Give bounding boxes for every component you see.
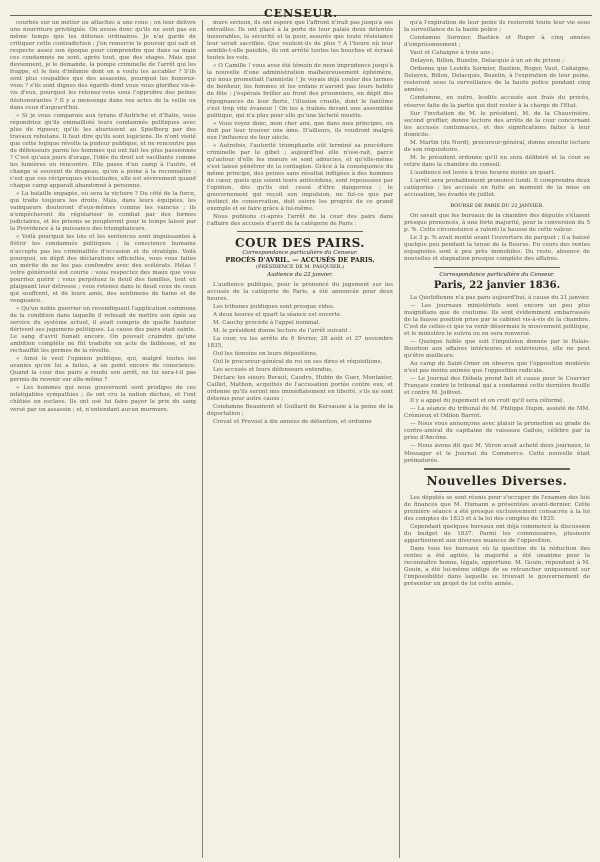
article-paragraph: courbés sur un métier ou attachés à une roue ; on leur délivre une nourriture privilégiée. On avoue donc qu'ils ne sont pas en même temps que les détenus ordinaires. Je n'ai garde de critiquer cette contradiction ; j'en remercie le pouvoir qui sait et respecte assez son époque pour comprendre que dans sa main ces condamnés ne sont, après tout, que des otages. Mais que deviennent, je le demande, la pompe criminelle de l'arrêt qui les frappe, et le lieu d'infamie dont on a voulu les accabler ? S'ils sont plus coupables que des assassins, pourquoi les honorez-vous ? s'ils sont dignes des égards dont vous vous glorifiez vis-à-vis d'eux, pourquoi les retenez-vous sous l'opprobre des peines déshonorantes ? Il y a mensonge dans vos actes de la veille ou dans ceux d'aujourd'hui. bbox=[10, 20, 196, 111]
article-paragraph: — La séance du tribunal de M. Philippe Dupin, assisté de MM. Crémieux et Odilon Barrot. bbox=[404, 406, 590, 420]
article-paragraph: — Les journaux ministériels sont encore un peu plus insignifians que de coutume. Ils sont évidemment embarrassés de la fausse position prise par le cabinet vis-à-vis de la chambre. C'est de celles-ci que va venir désormais le mouvement politique, et le ministère le suivra ou en sera renversé. bbox=[404, 302, 590, 337]
article-paragraph: Ouï le procureur-général du roi en ses dires et réquisitions, bbox=[213, 359, 383, 366]
article-paragraph: Condamne, en outre, lesdits accusés aux frais du procès, réserve faite de la partie qui doit rester à la charge de l'Etat. bbox=[404, 95, 590, 109]
proces-title: PROCÈS D'AVRIL. — ACCUSÉS DE PARIS. bbox=[225, 256, 375, 265]
article-paragraph: L'audience est levée à trois heures moins un quart. bbox=[410, 169, 556, 176]
column-rule bbox=[399, 20, 400, 858]
article-paragraph: Cependant quelques bureaux ont déjà commencé la discussion du budget de 1837. Parmi les commissaires, plusieurs appartiennent aux diverses nuances de l'opposition. bbox=[404, 523, 590, 544]
article-paragraph: Les accusés et leurs défenseurs entendus, bbox=[213, 367, 333, 374]
article-paragraph: — Nous vous annonçons avec plaisir la promotion au grade de contre-amiral du capitaine de vaisseau Gallois, célèbre par la prise d'Ancône. bbox=[404, 421, 590, 442]
article-paragraph: Crevat et Prevost à dix années de détention, et ordonne bbox=[213, 419, 372, 426]
section-divider bbox=[237, 231, 363, 232]
article-paragraph: M. le président donne lecture de l'arrêt suivant : bbox=[213, 327, 352, 334]
article-paragraph: M. Cauchy procède à l'appel nominal. bbox=[213, 319, 321, 326]
column-1 bbox=[10, 20, 196, 858]
correspondence-subtitle: Correspondance particulière du Censeur. bbox=[439, 271, 555, 278]
article-paragraph: La Quotidienne n'a pas paru aujourd'hui, à cause du 21 janvier. bbox=[410, 294, 590, 301]
article-paragraph: Au camp de Saint-Omer on observe que l'opposition modérée n'est pas moins animée que l'opposition radicale. bbox=[404, 360, 590, 375]
article-paragraph: — Quelque faible que soit l'impulsion donnée par le Palais-Bourbon aux affaires intérieures et extérieures, elle ne peut qu'être meilleure. bbox=[404, 338, 590, 359]
article-paragraph: Ouï les témoins en leurs dépositions, bbox=[213, 350, 318, 357]
article-paragraph: « Si je vous comparais aux tyrans d'Autriche et d'Italie, vous répondriez qu'ils emmailloté leurs condamnés politiques avec plus de rigueur, qu'ils les ahurissent au Spielberg par des travaux rebutans. Il faut dire qu'ils sont logiciens. Ils n'ont visité que cette logique révolte la pudeur publique, et ne rencontre pas de défenseurs parmi les hommes qui ont fait les plus passionnés ? C'est qu'aux jours d'orage, l'idée du droit est vacillante comme les lumières ou rencontre. Elle passe d'un camp à l'autre, et change si souvent de drapeau, qu'on a peine à la reconnaître ; c'est que ces réciproques vicissitudes, elle est sévèrement quand chaque camp apparaît abandonné à personne. bbox=[10, 112, 196, 190]
section-divider bbox=[434, 267, 560, 268]
article-paragraph: « Voilà pourquoi les lois et les sentences sont impuissantes à flétrir les condamnés politiques ; la conscience humaine n'accepte pas les criminalités d'occasion et de stratégie. Voilà pourquoi, en dépit des déclarations officielles, vous vous faites un mérite de ne les pas confondre avec des scélérats. Hélas ! votre générosité est courte : vous respectez des maux que vous pourriez guérir ; vous perpétuez le deuil des familles, tout en plaignant leur détresse ; vous retenez dans le deuil ceux de ceux qui souffrent, et de leurs amis, des sentimens de haine et de vengeance. bbox=[10, 234, 196, 304]
nouvelles-title: Nouvelles Diverses. bbox=[426, 473, 568, 488]
article-paragraph: La cour, vu les arrêts du 6 février, 28 août et 27 novembre 1835, bbox=[207, 335, 393, 349]
article-paragraph: Ordonne que Lesbits Sormier, Bastien, Roger, Vaut, Cahaigne, Delayen, Billon, Delacquis, Buzelin, à l'expiration de leur peine, resteront sous la surveillance de la haute police pendant cinq années ; bbox=[404, 66, 590, 94]
article-paragraph: M. le président ordonne qu'il en sera délibéré et la cour se retire dans la chambre du conseil. bbox=[404, 154, 590, 168]
article-paragraph: M. Martin (du Nord), procureur-général, donne ensuite lecture de son réquisitoire. bbox=[404, 139, 590, 153]
article-paragraph: « Vous voyez donc, mon cher ami, que dans mes principes, on finit par leur trouver une âme. D'ailleurs, ils voudront malgré eux l'influence de leur siècle. bbox=[207, 120, 393, 141]
article-paragraph: « Les hommes qui nous gouvernent sont prodiges de ces infatigables sympathies ; ils ont cru la nation déchue, et l'ont châtiée en esclave. Ils ont osé lui faire payer le prix du sang versé par un assassin ; et, n'entendant aucun murmure. bbox=[10, 385, 196, 413]
bourse-header bbox=[404, 203, 590, 210]
masthead-title: CENSEUR. bbox=[263, 7, 339, 20]
bourse-title: BOURSE DE PARIS DU 22 JANVIER. bbox=[450, 203, 544, 210]
article-paragraph: On savait que les bureaux de la chambre des députés s'étaient presque prononcés, à une forte majorité, pour la conversion du 5 p. %. Cette circonstance a ralenti la hausse de cette valeur. bbox=[404, 213, 590, 234]
article-paragraph: qu'à l'expiration de leur peine ils resteront toute leur vie sous la surveillance de la haute police ; bbox=[404, 20, 590, 34]
publisher-note: Nous publions ci-après l'arrêt de la cour des pairs dans l'affaire des accusés d'avril de la catégorie de Paris : bbox=[207, 214, 393, 228]
dateline: Paris, 22 janvier 1836. bbox=[433, 279, 561, 291]
article-paragraph: Condamne Beaumont et Guillard de Kersausie à la peine de la déportation ; bbox=[207, 404, 393, 418]
article-paragraph: Il y a appel du jugement et on croit qu'il sera réformé. bbox=[410, 398, 565, 405]
article-paragraph: Condamne Sormier, Bastien et Roger à cinq années d'emprisonnement ; bbox=[404, 35, 590, 49]
article-paragraph: « La bataille engagée, où sera la victoire ? Du côté de la force, qui traîte toujours les droits. Mais, dans leurs équipées, les vainqueurs douteront d'eux-mêmes comme les vaincus ; ils n'empêcheront de régulariser le combat par des formes judiciaires, et les prisons se peupleront pour le temps laissé par la Providence à la puissance des triomphateurs. bbox=[10, 191, 196, 233]
nouvelles-header bbox=[404, 474, 590, 488]
article-paragraph: Vaut et Cahaigne à trois ans ; bbox=[410, 50, 494, 57]
article-paragraph: — Nous avons dit que M. Véron avait acheté deux journaux, le Messager et le Journal du Commerce. Cette nouvelle était prématurée. bbox=[404, 443, 590, 464]
article-paragraph: Les tribunes publiques sont presque vides. bbox=[213, 303, 335, 310]
article-paragraph: Le 3 p. % avait monté avant l'ouverture du parquet ; il a baissé quelque peu pendant la tenue de la Bourse. En cours des rentes espagnoles sont à peu près immobiles. Du reste, absence de nouvelles et stagnation presque complète des affaires. bbox=[404, 235, 590, 263]
column-3 bbox=[404, 20, 590, 858]
section-title: COUR DES PAIRS. bbox=[235, 236, 365, 251]
article-paragraph: — Le Journal des Débats prend fait et cause pour le Courrier Français contre le tribunal qui a condamné cette dernière feuille et contre M. Jollivet. bbox=[404, 376, 590, 397]
presidence-line: (PRÉSIDENCE DE M. PASQUIER.) bbox=[256, 264, 344, 271]
column-rule bbox=[202, 20, 203, 858]
article-paragraph: Dans tous les bureaux où la question de la réduction des rentes a été agitée, la majorité a été unanime pour la reconnaître bonne, légale, opportune. M. Gouin, répondant à M. Gouin, a été lui-même obligé de se retrancher uniquement sur l'impossibilité dans laquelle se trouvait le gouvernement de présenter un projet de loi cette année. bbox=[404, 545, 590, 588]
article-paragraph: Sur l'invitation de M. le président, M. de la Chauvinière, second greffier, donne lecture des arrêts de la cour concernant les accusés contumaces, et des significations faites à leur domicile. bbox=[404, 110, 590, 138]
article-paragraph: L'audience publique, pour le prononcé du jugement sur les accusés de la catégorie de Paris, a été annoncée pour deux heures. bbox=[207, 281, 393, 302]
article-paragraph: Les députés se sont réunis pour s'occuper de l'examen des lois de finances que M. Humann a présentées avant-dernier. Cette première séance a été presque exclusivement consacrée à la loi des comptes de 1833 et à la loi des comptes de 1835. bbox=[404, 494, 590, 522]
article-paragraph: « Qu'un noble guerrier en revendiquant l'application commune de la condition dans laquelle il refusait de mettre son épée au service du système actuel, il avait compris de quelle hauteur dérivent ses jugemens politiques. La cause des pairs était sainte. Le sang d'avril fumait encore. On pouvait craindre qu'une ambition complète ne fût traduite en acte de faiblesse, et ne rechauffât les germes de la révolte. bbox=[10, 305, 196, 355]
section-subtitle: Correspondance particulière du Censeur. bbox=[242, 250, 358, 257]
article-paragraph: « Autrefois, l'autorité triomphante eût terminé sa procédure criminelle par le gibet ; aujourd'hui elle n'ose-rait, parce qu'autour d'elle les mœurs se sont adoucies, et qu'elle-même s'est laissé pénétrer de la contagion. Grâce à la conséquence du même principe, des peines sans résultat infligées à des hommes de cœur, quels que soient leurs antécédens, sont repoussées par l'opinion, dès qu'ils ont cessé d'être dangereux ; le gouvernement qui reçoit son impulsion, ne fut-ce que par instinct de conservation, doit suivre les progrès de ce grand exemple et se faire grâce à lui-même. bbox=[207, 142, 393, 213]
article-paragraph: Delayen, Billon, Buzelin, Delacquis à un an de prison ; bbox=[410, 58, 564, 65]
audience-line: Audience du 22 janvier. bbox=[267, 271, 333, 278]
article-paragraph: L'arrêt sera probablement prononcé lundi. Il comprendra deux catégories ; les accusés en fuite au moment de la mise en accusation, les évadés de juillet. bbox=[404, 177, 590, 199]
newspaper-page bbox=[10, 0, 592, 862]
article-paragraph: Déclare les sieurs Beraut, Caudre, Hubin de Guer, Montaxier, Caillet, Mathon, acquittés de l'accusation portée contre eux, et ordonne qu'ils seront mis immédiatement en liberté, s'ils ne sont détenus pour autre cause ; bbox=[207, 375, 393, 403]
article-paragraph: A deux heures et quart la séance est ouverte. bbox=[213, 311, 342, 318]
column-2 bbox=[207, 20, 393, 858]
masthead bbox=[10, 2, 592, 20]
article-paragraph: « O Camille ! vous avez été témoin de mon imprudence jusqu'à la nouvelle d'une administration malheureusement éphémère, qui nous promettait l'amnistie ! Je voyais déjà couler des larmes de bonheur, les femmes et les enfans n'auront pas leurs habits de fête ; j'espérais briller au front des prisonniers, en dépit des répugnances de leur fierté, l'illusion cruelle, dont le fantôme s'est trop vite évanoui ! On les a traînés devant une assemblée politique, qui n'a plus pour elle qu'une lâcheté muette. bbox=[207, 63, 393, 119]
section-divider bbox=[434, 491, 560, 492]
paris-header bbox=[404, 272, 590, 292]
section-header bbox=[207, 236, 393, 278]
section-divider bbox=[424, 468, 570, 470]
article-paragraph: « Ainsi le veut l'opinion publique, qui, malgré toutes les avanies qu'on lui a faites, a un point encore de conscience. Quand la cour des pairs a rendu son arrêt, ne lui sera-t-il pas permis de revenir sur elle-même ? bbox=[10, 356, 196, 384]
article-paragraph: mure sérieux, ils ont espéré que l'affront n'irait pas jusqu'à ses entrailles. Ils ont placé à la porte de leur palais deux détentés inexorables, la sécurité et la peur, assurés que toute résistance leur serait sacrifiée. Que veulent-ils de plus ? A l'heure où leur semble-t-elle paisible, ils ont arrêté toutes les bouches et écrasé toutes les voix. bbox=[207, 20, 393, 62]
